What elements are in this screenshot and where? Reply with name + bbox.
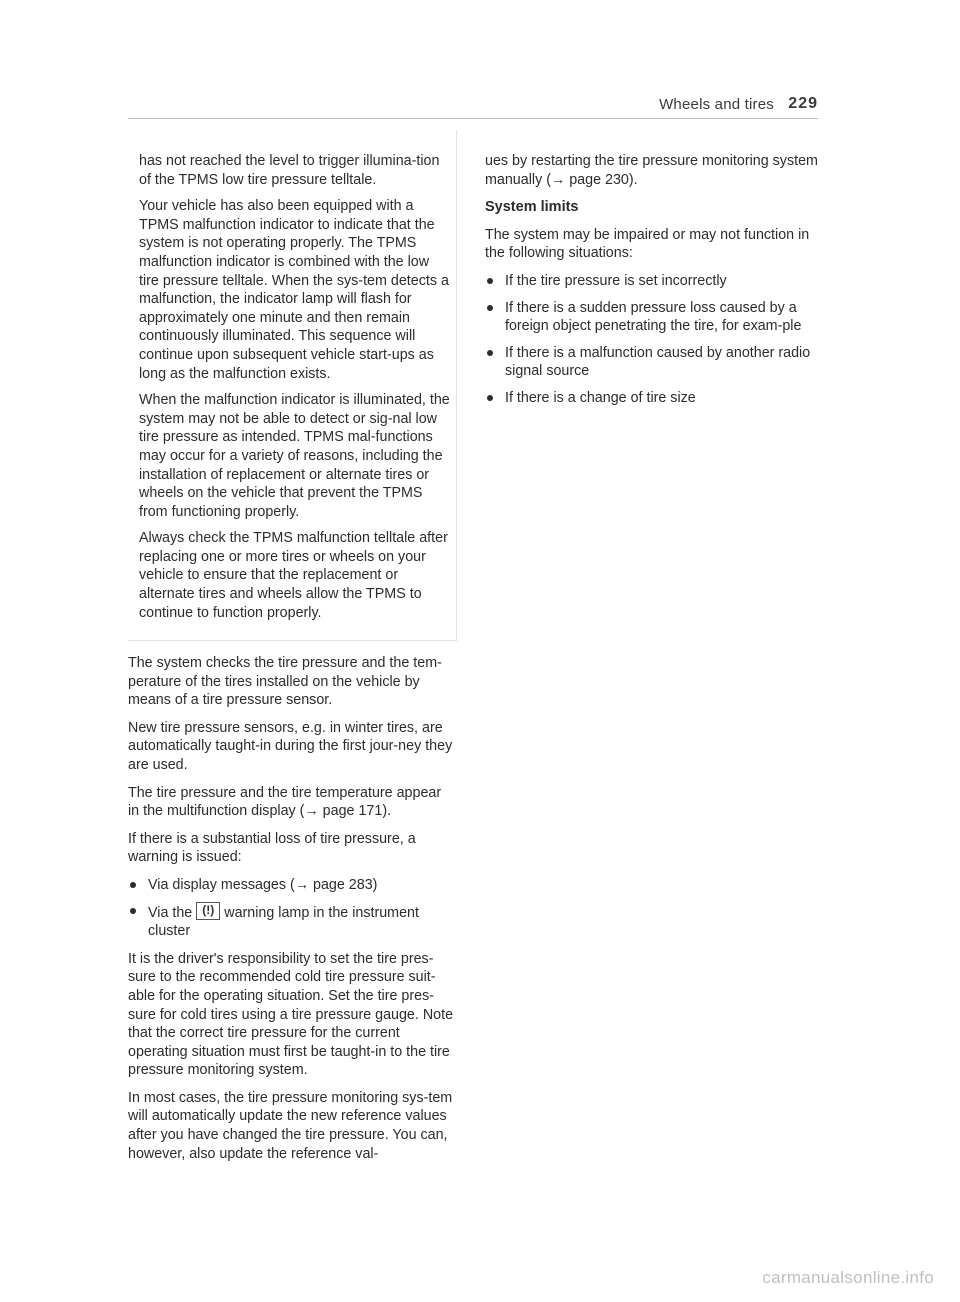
section-heading: System limits <box>485 199 579 216</box>
paragraph: The tire pressure and the tire temperature appear in the multifunction display (→ page 171). <box>128 784 442 820</box>
list-item <box>128 902 456 941</box>
header-divider <box>128 118 818 119</box>
note-paragraph: When the malfunction indicator is illuminated, the system may not be able to detect or sig-nal low tire pressure as intended. TPMS mal-functions may occur for a variety of reasons, including the installation of replacement or alternate tires or wheels on the vehicle that prevent the TPMS from functioning properly. <box>139 392 450 520</box>
list-item <box>128 876 456 895</box>
list-item: If there is a change of tire size <box>485 389 820 408</box>
paragraph: ues by restarting the tire pressure monitoring system manually (→ page 230). <box>485 153 818 188</box>
warning-list <box>128 876 456 941</box>
watermark: carmanualsonline.info <box>762 1268 934 1287</box>
list-item-text: Via display messages (→ page 283) <box>148 876 378 893</box>
list-item-text: Via the <box>148 904 193 921</box>
note-paragraph: Always check the TPMS malfunction telltale after replacing one or more tires or wheels on your vehicle to ensure that the replacement or alternate tires and wheels allow the TPMS to continue to function properly. <box>139 530 448 621</box>
right-column <box>485 152 820 417</box>
list-item: If there is a malfunction caused by another radio signal source <box>485 344 820 381</box>
main-column <box>128 654 456 1172</box>
paragraph: If there is a substantial loss of tire pressure, a warning is issued: <box>128 830 416 866</box>
section-title: Wheels and tires <box>659 96 774 113</box>
tire-pressure-warning-icon: (!) <box>196 902 220 920</box>
page-number: 229 <box>788 95 818 112</box>
limits-list <box>485 272 820 408</box>
list-item-text: warning lamp in the instrument cluster <box>148 904 419 940</box>
list-item: If the tire pressure is set incorrectly <box>485 272 820 291</box>
list-item: If there is a sudden pressure loss caused by a foreign object penetrating the tire, for exam-ple <box>485 299 820 336</box>
paragraph: New tire pressure sensors, e.g. in winter tires, are automatically taught-in during the first jour-ney they are used. <box>128 719 453 773</box>
paragraph: In most cases, the tire pressure monitoring sys-tem will automatically update the new reference values after you have changed the tire pressure. You can, however, also update the reference val- <box>128 1089 453 1162</box>
paragraph: The system may be impaired or may not function in the following situations: <box>485 226 810 262</box>
note-text <box>139 152 451 630</box>
paragraph: It is the driver's responsibility to set the tire pres-sure to the recommended cold tire pressure suit-able for the operating situation. Set the tire pres-sure for cold tires using a tire pressure gauge. Note that the correct tire pressure for the current operating situation must first be taught-in to the tire pressure monitoring system. <box>128 950 454 1079</box>
page-header <box>128 96 818 118</box>
note-paragraph: has not reached the level to trigger illumina-tion of the TPMS low tire pressure telltale. <box>139 153 440 188</box>
note-paragraph: Your vehicle has also been equipped with a TPMS malfunction indicator to indicate that the system is not operating properly. The TPMS malfunction indicator is combined with the low tire pressure telltale. When the sys-tem detects a malfunction, the indicator lamp will flash for approximately one minute and then remain continuously illuminated. This sequence will continue upon subsequent vehicle start-ups as long as the malfunction exists. <box>139 198 449 382</box>
paragraph: The system checks the tire pressure and the tem-perature of the tires installed on the vehicle by means of a tire pressure sensor. <box>128 655 442 709</box>
